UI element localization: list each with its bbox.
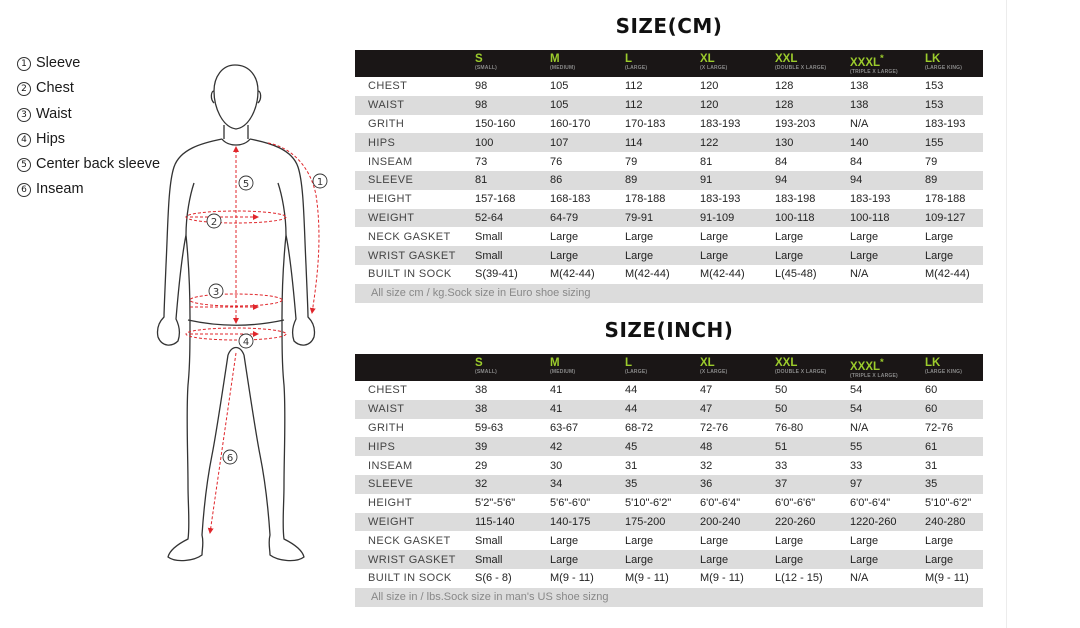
table-note-row <box>355 588 983 607</box>
size-code: XXXL <box>850 56 881 69</box>
table-row <box>355 513 983 532</box>
table-cell: L(45-48) <box>775 268 817 281</box>
table-row <box>355 475 983 494</box>
table-cell: 32 <box>475 478 488 491</box>
table-cell: Large <box>700 230 729 243</box>
table-cell: 60 <box>925 403 938 416</box>
table-row <box>355 400 983 419</box>
table-note-row <box>355 284 983 303</box>
row-label: HEIGHT <box>368 193 412 206</box>
legend-label: Chest <box>36 80 74 97</box>
table-cell: 100-118 <box>850 211 890 224</box>
size-name: (LARGE KING) <box>925 369 963 375</box>
table-cell: 114 <box>625 136 643 149</box>
size-name: (LARGE) <box>625 369 648 375</box>
table-cell: Large <box>925 230 954 243</box>
cm-table-title: SIZE(CM) <box>615 14 723 38</box>
table-cell: 109-127 <box>925 211 966 224</box>
row-label: HIPS <box>368 440 396 453</box>
table-cell: 175-200 <box>625 515 666 528</box>
size-column-header <box>925 50 983 77</box>
table-cell: Large <box>625 230 654 243</box>
legend-label: Center back sleeve <box>36 156 161 173</box>
row-label: WEIGHT <box>368 211 415 224</box>
table-cell: 140-175 <box>550 515 591 528</box>
table-cell: 155 <box>925 136 944 149</box>
legend-item <box>17 130 160 155</box>
marker-waist: 3 <box>212 287 220 298</box>
inch-table-title: SIZE(INCH) <box>604 318 734 342</box>
size-column-header <box>625 50 700 77</box>
table-cell: 51 <box>775 440 788 453</box>
size-column-header <box>775 354 850 381</box>
marker-center-back-sleeve: 5 <box>242 179 250 190</box>
row-label: INSEAM <box>368 155 413 168</box>
table-cell: 55 <box>850 440 863 453</box>
row-label: INSEAM <box>368 459 413 472</box>
size-code: XXXL <box>850 360 881 373</box>
marker-inseam: 6 <box>226 453 234 464</box>
table-cell: S(39-41) <box>475 268 518 281</box>
table-cell: 48 <box>700 440 713 453</box>
table-row <box>355 569 983 588</box>
table-cell: Large <box>550 534 579 547</box>
table-cell: 122 <box>700 136 719 149</box>
size-code: XL <box>700 53 715 65</box>
table-cell: 30 <box>550 459 563 472</box>
table-cell: 6'0"-6'4" <box>700 497 741 510</box>
table-cell: 115-140 <box>475 515 515 528</box>
table-cell: 72-76 <box>925 421 954 434</box>
marker-sleeve: 1 <box>316 177 324 188</box>
table-cell: L(12 - 15) <box>775 572 823 585</box>
table-cell: 183-193 <box>850 193 891 206</box>
table-cell: M(9 - 11) <box>625 572 669 585</box>
table-cell: N/A <box>850 268 869 281</box>
table-cell: 94 <box>850 174 863 187</box>
table-cell: 44 <box>625 384 638 397</box>
table-cell: Large <box>925 553 954 566</box>
table-cell: 138 <box>850 99 869 112</box>
table-row <box>355 209 983 228</box>
table-row <box>355 190 983 209</box>
table-cell: 36 <box>700 478 713 491</box>
table-cell: Large <box>850 534 879 547</box>
table-cell: 112 <box>625 99 643 112</box>
table-cell: 178-188 <box>625 193 666 206</box>
table-cell: 91-109 <box>700 211 735 224</box>
table-cell: M(9 - 11) <box>700 572 744 585</box>
table-cell: Large <box>700 534 729 547</box>
table-cell: 54 <box>850 403 863 416</box>
table-cell: 150-160 <box>475 117 516 130</box>
table-row <box>355 77 983 96</box>
table-cell: 81 <box>475 174 488 187</box>
table-cell: 50 <box>775 403 788 416</box>
size-column-header <box>850 354 925 381</box>
table-row <box>355 531 983 550</box>
size-asterisk: * <box>880 53 884 64</box>
table-cell: 183-193 <box>925 117 966 130</box>
legend-label: Hips <box>36 130 66 147</box>
size-column-header <box>625 354 700 381</box>
table-cell: 91 <box>700 174 713 187</box>
table-cell: Small <box>475 249 503 262</box>
table-cell: Large <box>850 249 879 262</box>
legend-label: Sleeve <box>36 55 81 71</box>
size-column-header <box>925 354 983 381</box>
table-cell: 79-91 <box>625 211 654 224</box>
table-cell: 42 <box>550 440 563 453</box>
cm-table-body <box>355 77 983 303</box>
header-label-cell <box>355 50 475 77</box>
table-cell: 240-280 <box>925 515 966 528</box>
legend-label: Waist <box>36 105 72 122</box>
table-cell: N/A <box>850 421 869 434</box>
table-cell: M(42-44) <box>700 268 745 281</box>
table-cell: 81 <box>700 155 713 168</box>
legend-number: 3 <box>17 108 31 122</box>
table-cell: 52-64 <box>475 211 504 224</box>
legend-number: 6 <box>17 183 31 197</box>
table-cell: 170-183 <box>625 117 666 130</box>
table-cell: 98 <box>475 80 488 93</box>
table-row <box>355 171 983 190</box>
row-label: NECK GASKET <box>368 230 451 243</box>
table-row <box>355 246 983 265</box>
table-cell: M(9 - 11) <box>925 572 969 585</box>
table-cell: 33 <box>775 459 788 472</box>
table-cell: 63-67 <box>550 421 579 434</box>
size-name: (LARGE) <box>625 65 648 71</box>
table-footnote: All size cm / kg.Sock size in Euro shoe sizing <box>355 284 983 303</box>
table-cell: 1220-260 <box>850 515 897 528</box>
table-cell: 5'2"-5'6" <box>475 497 516 510</box>
legend-number: 5 <box>17 158 31 172</box>
size-name: (SMALL) <box>475 65 497 71</box>
table-cell: 84 <box>775 155 788 168</box>
legend-item <box>17 79 160 104</box>
row-label: WRIST GASKET <box>368 553 456 566</box>
table-cell: 220-260 <box>775 515 816 528</box>
table-cell: Large <box>925 249 954 262</box>
table-cell: 38 <box>475 403 488 416</box>
size-column-header <box>775 50 850 77</box>
table-cell: Small <box>475 230 503 243</box>
inch-table-body <box>355 381 983 607</box>
table-cell: 72-76 <box>700 421 729 434</box>
row-label: GRITH <box>368 117 405 130</box>
table-row <box>355 456 983 475</box>
table-row <box>355 419 983 438</box>
row-label: GRITH <box>368 421 405 434</box>
size-code: XL <box>700 357 715 369</box>
size-code: M <box>550 357 560 369</box>
size-name: (TRIPLE X LARGE) <box>850 68 898 75</box>
table-cell: 35 <box>625 478 638 491</box>
legend-item <box>17 54 160 79</box>
size-name: (SMALL) <box>475 369 497 375</box>
size-column-header <box>700 50 775 77</box>
table-cell: 73 <box>475 155 488 168</box>
table-cell: 94 <box>775 174 788 187</box>
size-column-header <box>475 354 550 381</box>
size-code: L <box>625 357 633 369</box>
table-cell: Small <box>475 553 503 566</box>
legend-item <box>17 105 160 130</box>
size-name: (TRIPLE X LARGE) <box>850 372 898 379</box>
size-name: (MEDIUM) <box>550 369 576 375</box>
table-cell: 45 <box>625 440 638 453</box>
table-cell: M(42-44) <box>925 268 970 281</box>
table-cell: 33 <box>850 459 863 472</box>
row-label: WRIST GASKET <box>368 249 456 262</box>
table-cell: 200-240 <box>700 515 741 528</box>
table-row <box>355 550 983 569</box>
table-cell: 76 <box>550 155 563 168</box>
table-cell: 41 <box>550 384 563 397</box>
size-chart-cm <box>355 50 983 303</box>
table-cell: 193-203 <box>775 117 816 130</box>
table-cell: 120 <box>700 99 719 112</box>
table-cell: 5'10"-6'2" <box>625 497 672 510</box>
table-cell: Large <box>625 553 654 566</box>
size-column-header <box>550 50 625 77</box>
table-cell: 54 <box>850 384 863 397</box>
table-cell: 59-63 <box>475 421 504 434</box>
table-cell: 140 <box>850 136 869 149</box>
table-cell: 79 <box>625 155 638 168</box>
row-label: HIPS <box>368 136 396 149</box>
table-row <box>355 227 983 246</box>
table-cell: 84 <box>850 155 863 168</box>
table-cell: 5'10"-6'2" <box>925 497 972 510</box>
size-name: (X LARGE) <box>700 369 728 375</box>
table-cell: Large <box>700 249 729 262</box>
table-row <box>355 494 983 513</box>
header-label-cell <box>355 354 475 381</box>
row-label: NECK GASKET <box>368 534 451 547</box>
table-cell: Large <box>625 534 654 547</box>
table-cell: 76-80 <box>775 421 804 434</box>
table-cell: 105 <box>550 99 569 112</box>
table-cell: 168-183 <box>550 193 591 206</box>
table-cell: 47 <box>700 384 713 397</box>
table-cell: 97 <box>850 478 863 491</box>
table-cell: Large <box>625 249 654 262</box>
table-cell: 35 <box>925 478 938 491</box>
page-edge-divider <box>1006 0 1007 628</box>
table-cell: 183-193 <box>700 117 741 130</box>
size-name: (X LARGE) <box>700 65 728 71</box>
table-cell: 153 <box>925 99 944 112</box>
table-cell: N/A <box>850 572 869 585</box>
legend-label: Inseam <box>36 181 84 198</box>
table-cell: 138 <box>850 80 869 93</box>
marker-chest: 2 <box>210 217 218 228</box>
table-cell: 5'6"-6'0" <box>550 497 591 510</box>
table-cell: N/A <box>850 117 869 130</box>
table-cell: 107 <box>550 136 569 149</box>
size-chart-inch <box>355 354 983 607</box>
table-cell: Large <box>550 249 579 262</box>
table-cell: 183-193 <box>700 193 741 206</box>
size-code: XXL <box>775 357 798 369</box>
table-cell: 86 <box>550 174 563 187</box>
legend-item <box>17 155 160 180</box>
table-cell: 89 <box>925 174 938 187</box>
table-cell: M(42-44) <box>550 268 595 281</box>
table-cell: 39 <box>475 440 488 453</box>
row-label: WEIGHT <box>368 515 415 528</box>
table-cell: Large <box>775 230 804 243</box>
table-cell: Large <box>850 230 879 243</box>
table-cell: 29 <box>475 459 488 472</box>
table-cell: 120 <box>700 80 719 93</box>
size-column-header <box>850 50 925 77</box>
table-cell: 61 <box>925 440 938 453</box>
table-cell: Large <box>925 534 954 547</box>
legend-number: 4 <box>17 133 31 147</box>
table-row <box>355 115 983 134</box>
table-cell: M(42-44) <box>625 268 670 281</box>
size-column-header <box>700 354 775 381</box>
table-cell: M(9 - 11) <box>550 572 594 585</box>
legend-number: 2 <box>17 82 31 96</box>
table-header-row <box>355 354 983 381</box>
size-name: (DOUBLE X LARGE) <box>775 65 827 71</box>
table-row <box>355 381 983 400</box>
size-code: S <box>475 357 483 369</box>
table-footnote: All size in / lbs.Sock size in man's US shoe sizng <box>355 588 983 607</box>
legend-item <box>17 180 160 205</box>
row-label: SLEEVE <box>368 174 414 187</box>
table-cell: Small <box>475 534 503 547</box>
marker-hips: 4 <box>242 337 250 348</box>
size-name: (LARGE KING) <box>925 65 963 71</box>
table-cell: 157-168 <box>475 193 516 206</box>
row-label: SLEEVE <box>368 478 414 491</box>
table-cell: 178-188 <box>925 193 966 206</box>
table-cell: Large <box>550 230 579 243</box>
size-code: LK <box>925 53 941 65</box>
table-cell: 31 <box>625 459 638 472</box>
table-cell: 112 <box>625 80 643 93</box>
table-row <box>355 133 983 152</box>
table-cell: 64-79 <box>550 211 579 224</box>
table-cell: 128 <box>775 99 794 112</box>
table-cell: 128 <box>775 80 794 93</box>
size-name: (DOUBLE X LARGE) <box>775 369 827 375</box>
row-label: BUILT IN SOCK <box>368 268 452 281</box>
table-cell: 68-72 <box>625 421 654 434</box>
table-cell: S(6 - 8) <box>475 572 512 585</box>
table-cell: Large <box>775 534 804 547</box>
body-measurement-figure <box>150 55 340 575</box>
table-cell: Large <box>850 553 879 566</box>
size-name: (MEDIUM) <box>550 65 576 71</box>
table-cell: 6'0"-6'4" <box>850 497 891 510</box>
table-cell: Large <box>550 553 579 566</box>
row-label: WAIST <box>368 403 405 416</box>
size-code: M <box>550 53 560 65</box>
table-row <box>355 265 983 284</box>
table-cell: 105 <box>550 80 569 93</box>
size-asterisk: * <box>880 357 884 368</box>
table-header-row <box>355 50 983 77</box>
table-cell: 100 <box>475 136 494 149</box>
table-cell: 32 <box>700 459 713 472</box>
table-cell: 183-198 <box>775 193 816 206</box>
table-cell: 89 <box>625 174 638 187</box>
table-cell: 37 <box>775 478 788 491</box>
table-cell: 50 <box>775 384 788 397</box>
size-code: LK <box>925 357 941 369</box>
row-label: BUILT IN SOCK <box>368 572 452 585</box>
size-column-header <box>475 50 550 77</box>
table-cell: 41 <box>550 403 563 416</box>
table-cell: Large <box>775 249 804 262</box>
table-row <box>355 96 983 115</box>
size-code: L <box>625 53 633 65</box>
table-cell: 38 <box>475 384 488 397</box>
table-cell: 60 <box>925 384 938 397</box>
table-cell: Large <box>775 553 804 566</box>
measurement-legend <box>17 54 160 206</box>
row-label: CHEST <box>368 384 408 397</box>
size-code: XXL <box>775 53 798 65</box>
table-cell: 6'0"-6'6" <box>775 497 816 510</box>
table-cell: 130 <box>775 136 794 149</box>
row-label: WAIST <box>368 99 405 112</box>
size-column-header <box>550 354 625 381</box>
table-cell: 160-170 <box>550 117 591 130</box>
table-cell: 153 <box>925 80 944 93</box>
legend-number: 1 <box>17 57 31 71</box>
table-cell: 31 <box>925 459 938 472</box>
row-label: CHEST <box>368 80 408 93</box>
table-cell: Large <box>700 553 729 566</box>
table-cell: 79 <box>925 155 938 168</box>
table-cell: 34 <box>550 478 563 491</box>
table-cell: 44 <box>625 403 638 416</box>
table-cell: 98 <box>475 99 488 112</box>
table-row <box>355 437 983 456</box>
table-row <box>355 152 983 171</box>
row-label: HEIGHT <box>368 497 412 510</box>
table-cell: 100-118 <box>775 211 815 224</box>
table-cell: 47 <box>700 403 713 416</box>
size-code: S <box>475 53 483 65</box>
